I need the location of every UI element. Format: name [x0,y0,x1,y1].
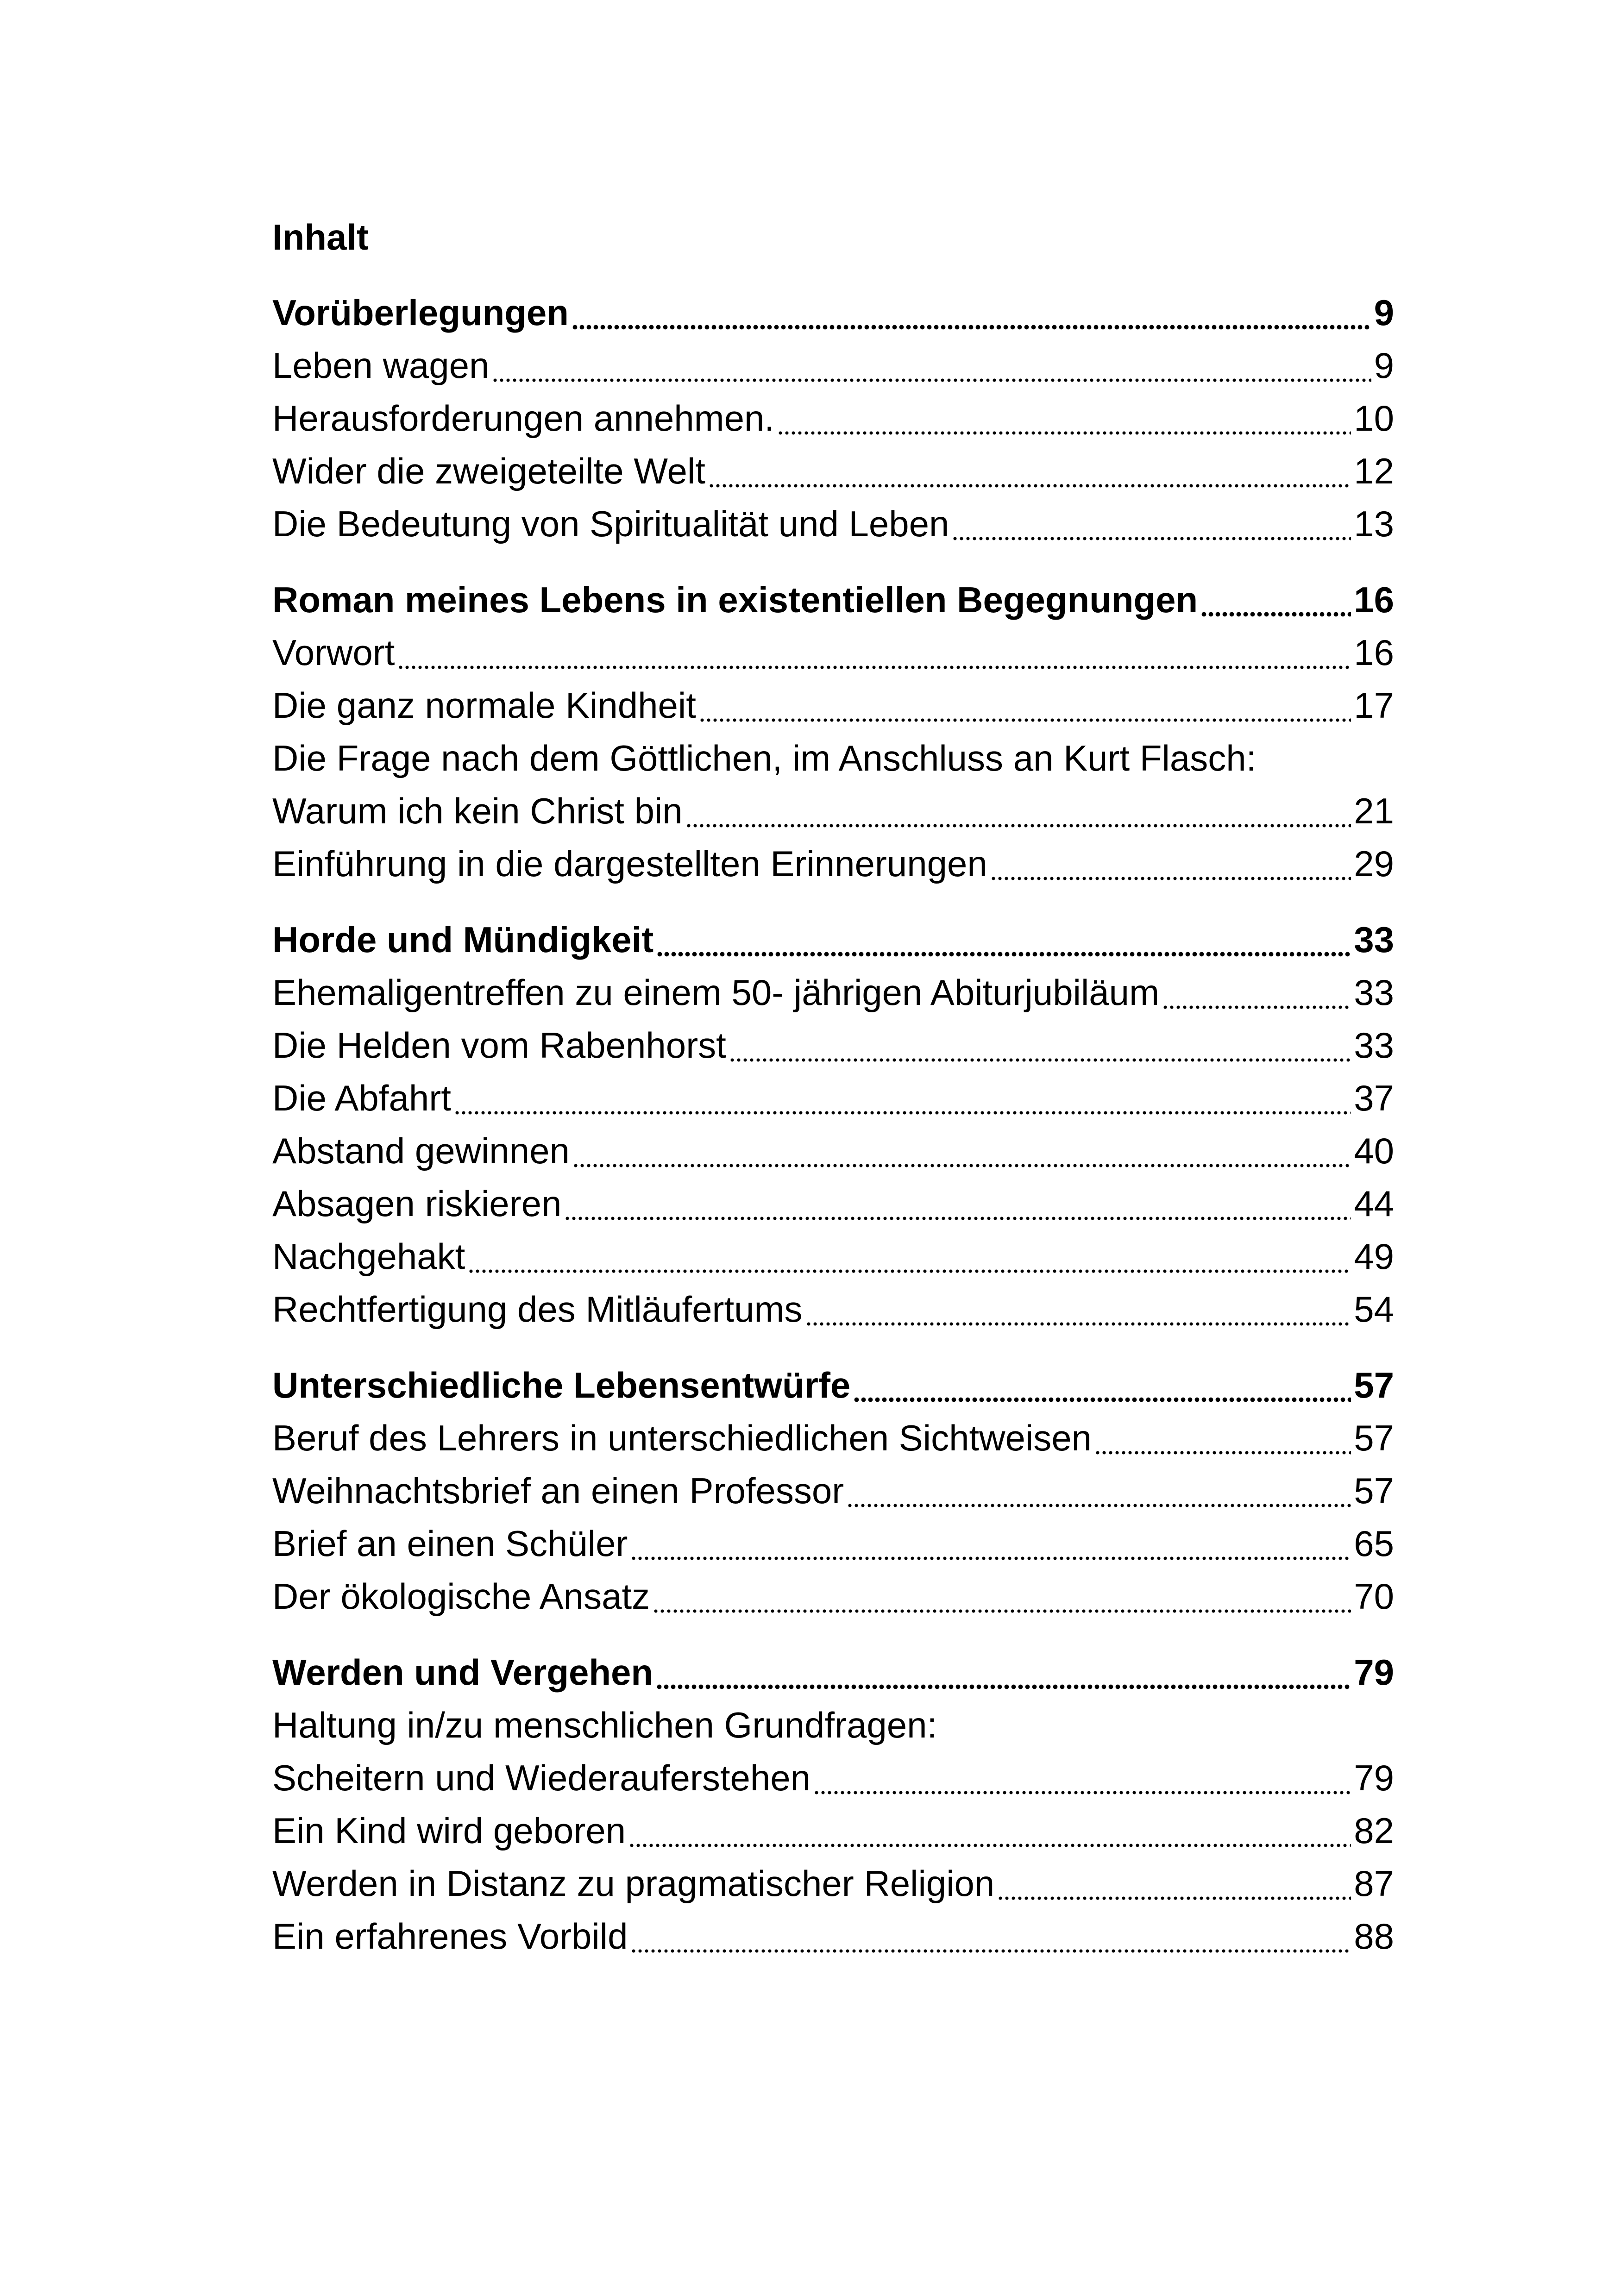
table-of-contents [272,211,1394,1963]
toc-entry-label: Die Bedeutung von Spiritualität und Leben [272,503,949,544]
toc-entry-label: Leben wagen [272,345,490,386]
toc-entry-page-number: 49 [1354,1236,1394,1277]
toc-entry-label: Einführung in die dargestellten Erinnerungen [272,843,987,884]
toc-entry-label: Nachgehakt [272,1236,465,1277]
toc-entry-page-number: 88 [1354,1916,1394,1957]
toc-heading-label: Horde und Mündigkeit [272,919,654,960]
toc-entry[interactable] [272,1124,1394,1177]
dot-leader [397,664,1351,671]
dot-leader [729,1057,1351,1063]
toc-entry-page-number: 17 [1354,685,1394,726]
toc-heading-page-number: 9 [1374,292,1394,333]
toc-entry[interactable] [272,1699,1394,1751]
toc-entry[interactable] [272,1072,1394,1124]
toc-entry[interactable] [272,497,1394,550]
toc-entry-label: Ein erfahrenes Vorbild [272,1916,628,1957]
dot-leader [1200,611,1351,618]
dot-leader [990,875,1351,882]
dot-leader [653,1608,1351,1614]
dot-leader [685,822,1351,829]
toc-entry-label: Die Abfahrt [272,1078,451,1118]
toc-entry-page-number: 10 [1354,398,1394,439]
toc-section-heading[interactable] [272,573,1394,626]
toc-entry[interactable] [272,626,1394,679]
toc-entry-page-number: 57 [1354,1470,1394,1511]
section-gap [272,890,1394,913]
toc-section-heading[interactable] [272,1359,1394,1411]
dot-leader [572,324,1371,331]
toc-entry-label: Warum ich kein Christ bin [272,790,683,831]
toc-entry-page-number: 9 [1374,345,1394,386]
toc-entry-page-number: 65 [1354,1523,1394,1564]
toc-entry[interactable] [272,1570,1394,1623]
toc-entry-page-number: 54 [1354,1289,1394,1330]
dot-leader [1162,1004,1351,1010]
toc-entry-page-number: 12 [1354,451,1394,491]
toc-entry-label: Scheitern und Wiederauferstehen [272,1757,811,1798]
toc-entry[interactable] [272,445,1394,497]
toc-entry-label: Die ganz normale Kindheit [272,685,696,726]
dot-leader [630,1948,1351,1954]
toc-entry[interactable] [272,679,1394,732]
toc-entry-label: Vorwort [272,632,395,673]
toc-entry[interactable] [272,1910,1394,1963]
dot-leader [454,1110,1351,1116]
toc-heading-label: Vorüberlegungen [272,292,569,333]
dot-leader [656,1683,1351,1690]
toc-title: Inhalt [272,217,369,257]
toc-section-heading[interactable] [272,286,1394,339]
toc-entry-page-number: 44 [1354,1183,1394,1224]
toc-entry-label: Werden in Distanz zu pragmatischer Religion [272,1863,995,1904]
toc-entry-label: Ein Kind wird geboren [272,1810,626,1851]
toc-entry-label: Brief an einen Schüler [272,1523,628,1564]
dot-leader [847,1502,1351,1509]
toc-entry-page-number: 82 [1354,1810,1394,1851]
dot-leader [699,717,1351,723]
toc-entry[interactable] [272,1230,1394,1283]
dot-leader [777,430,1351,436]
dot-leader [492,377,1371,383]
toc-entry-label: Abstand gewinnen [272,1130,570,1171]
toc-entry[interactable] [272,966,1394,1019]
toc-heading-label: Roman meines Lebens in existentiellen Begegnungen [272,579,1198,620]
dot-leader [952,535,1351,542]
toc-heading-page-number: 16 [1354,579,1394,620]
toc-entry-label: Rechtfertigung des Mitläufertums [272,1289,803,1330]
toc-entry-page-number: 33 [1354,972,1394,1013]
toc-entry[interactable] [272,339,1394,392]
dot-leader [1094,1449,1351,1456]
section-gap [272,1623,1394,1646]
toc-entry-page-number: 70 [1354,1576,1394,1617]
toc-heading-page-number: 33 [1354,919,1394,960]
toc-entry-page-number: 29 [1354,843,1394,884]
toc-body [272,286,1394,1963]
toc-section-heading[interactable] [272,913,1394,966]
dot-leader [997,1895,1351,1901]
dot-leader [813,1789,1351,1796]
toc-entry-label: Wider die zweigeteilte Welt [272,451,705,491]
dot-leader [656,951,1351,958]
toc-section-heading[interactable] [272,1646,1394,1699]
toc-entry-page-number: 33 [1354,1025,1394,1066]
toc-entry[interactable] [272,1411,1394,1464]
toc-entry[interactable] [272,1857,1394,1910]
toc-entry-page-number: 79 [1354,1757,1394,1798]
toc-entry[interactable] [272,732,1394,784]
toc-entry-label: Haltung in/zu menschlichen Grundfragen: [272,1705,937,1745]
toc-entry-page-number: 40 [1354,1130,1394,1171]
toc-entry[interactable] [272,1019,1394,1072]
toc-heading-label: Werden und Vergehen [272,1652,653,1693]
dot-leader [564,1215,1351,1222]
section-gap [272,550,1394,573]
toc-entry[interactable] [272,837,1394,890]
toc-entry-page-number: 87 [1354,1863,1394,1904]
toc-entry-label: Beruf des Lehrers in unterschiedlichen Sichtweisen [272,1418,1092,1458]
toc-entry[interactable] [272,392,1394,445]
section-gap [272,1336,1394,1359]
dot-leader [708,483,1351,489]
dot-leader [468,1268,1351,1274]
toc-entry[interactable] [272,1283,1394,1336]
toc-heading-page-number: 79 [1354,1652,1394,1693]
toc-entry-page-number: 37 [1354,1078,1394,1118]
toc-heading-label: Unterschiedliche Lebensentwürfe [272,1365,851,1405]
dot-leader [628,1842,1351,1849]
toc-entry-label: Herausforderungen annehmen. [272,398,775,439]
toc-entry-page-number: 13 [1354,503,1394,544]
dot-leader [805,1321,1351,1327]
toc-entry[interactable] [272,1751,1394,1804]
toc-entry-page-number: 16 [1354,632,1394,673]
toc-entry-label: Der ökologische Ansatz [272,1576,650,1617]
dot-leader [853,1396,1351,1403]
toc-entry-label: Weihnachtsbrief an einen Professor [272,1470,844,1511]
toc-entry-label: Die Helden vom Rabenhorst [272,1025,726,1066]
toc-entry[interactable] [272,1464,1394,1517]
toc-heading-page-number: 57 [1354,1365,1394,1405]
toc-entry[interactable] [272,784,1394,837]
dot-leader [630,1555,1351,1562]
toc-entry[interactable] [272,1804,1394,1857]
toc-entry[interactable] [272,1177,1394,1230]
toc-entry-page-number: 21 [1354,790,1394,831]
toc-entry-page-number: 57 [1354,1418,1394,1458]
dot-leader [572,1162,1351,1169]
toc-entry-label: Die Frage nach dem Göttlichen, im Anschluss an Kurt Flasch: [272,738,1257,778]
toc-entry-label: Absagen riskieren [272,1183,562,1224]
toc-entry[interactable] [272,1517,1394,1570]
toc-entry-label: Ehemaligentreffen zu einem 50- jährigen Abiturjubiläum [272,972,1160,1013]
